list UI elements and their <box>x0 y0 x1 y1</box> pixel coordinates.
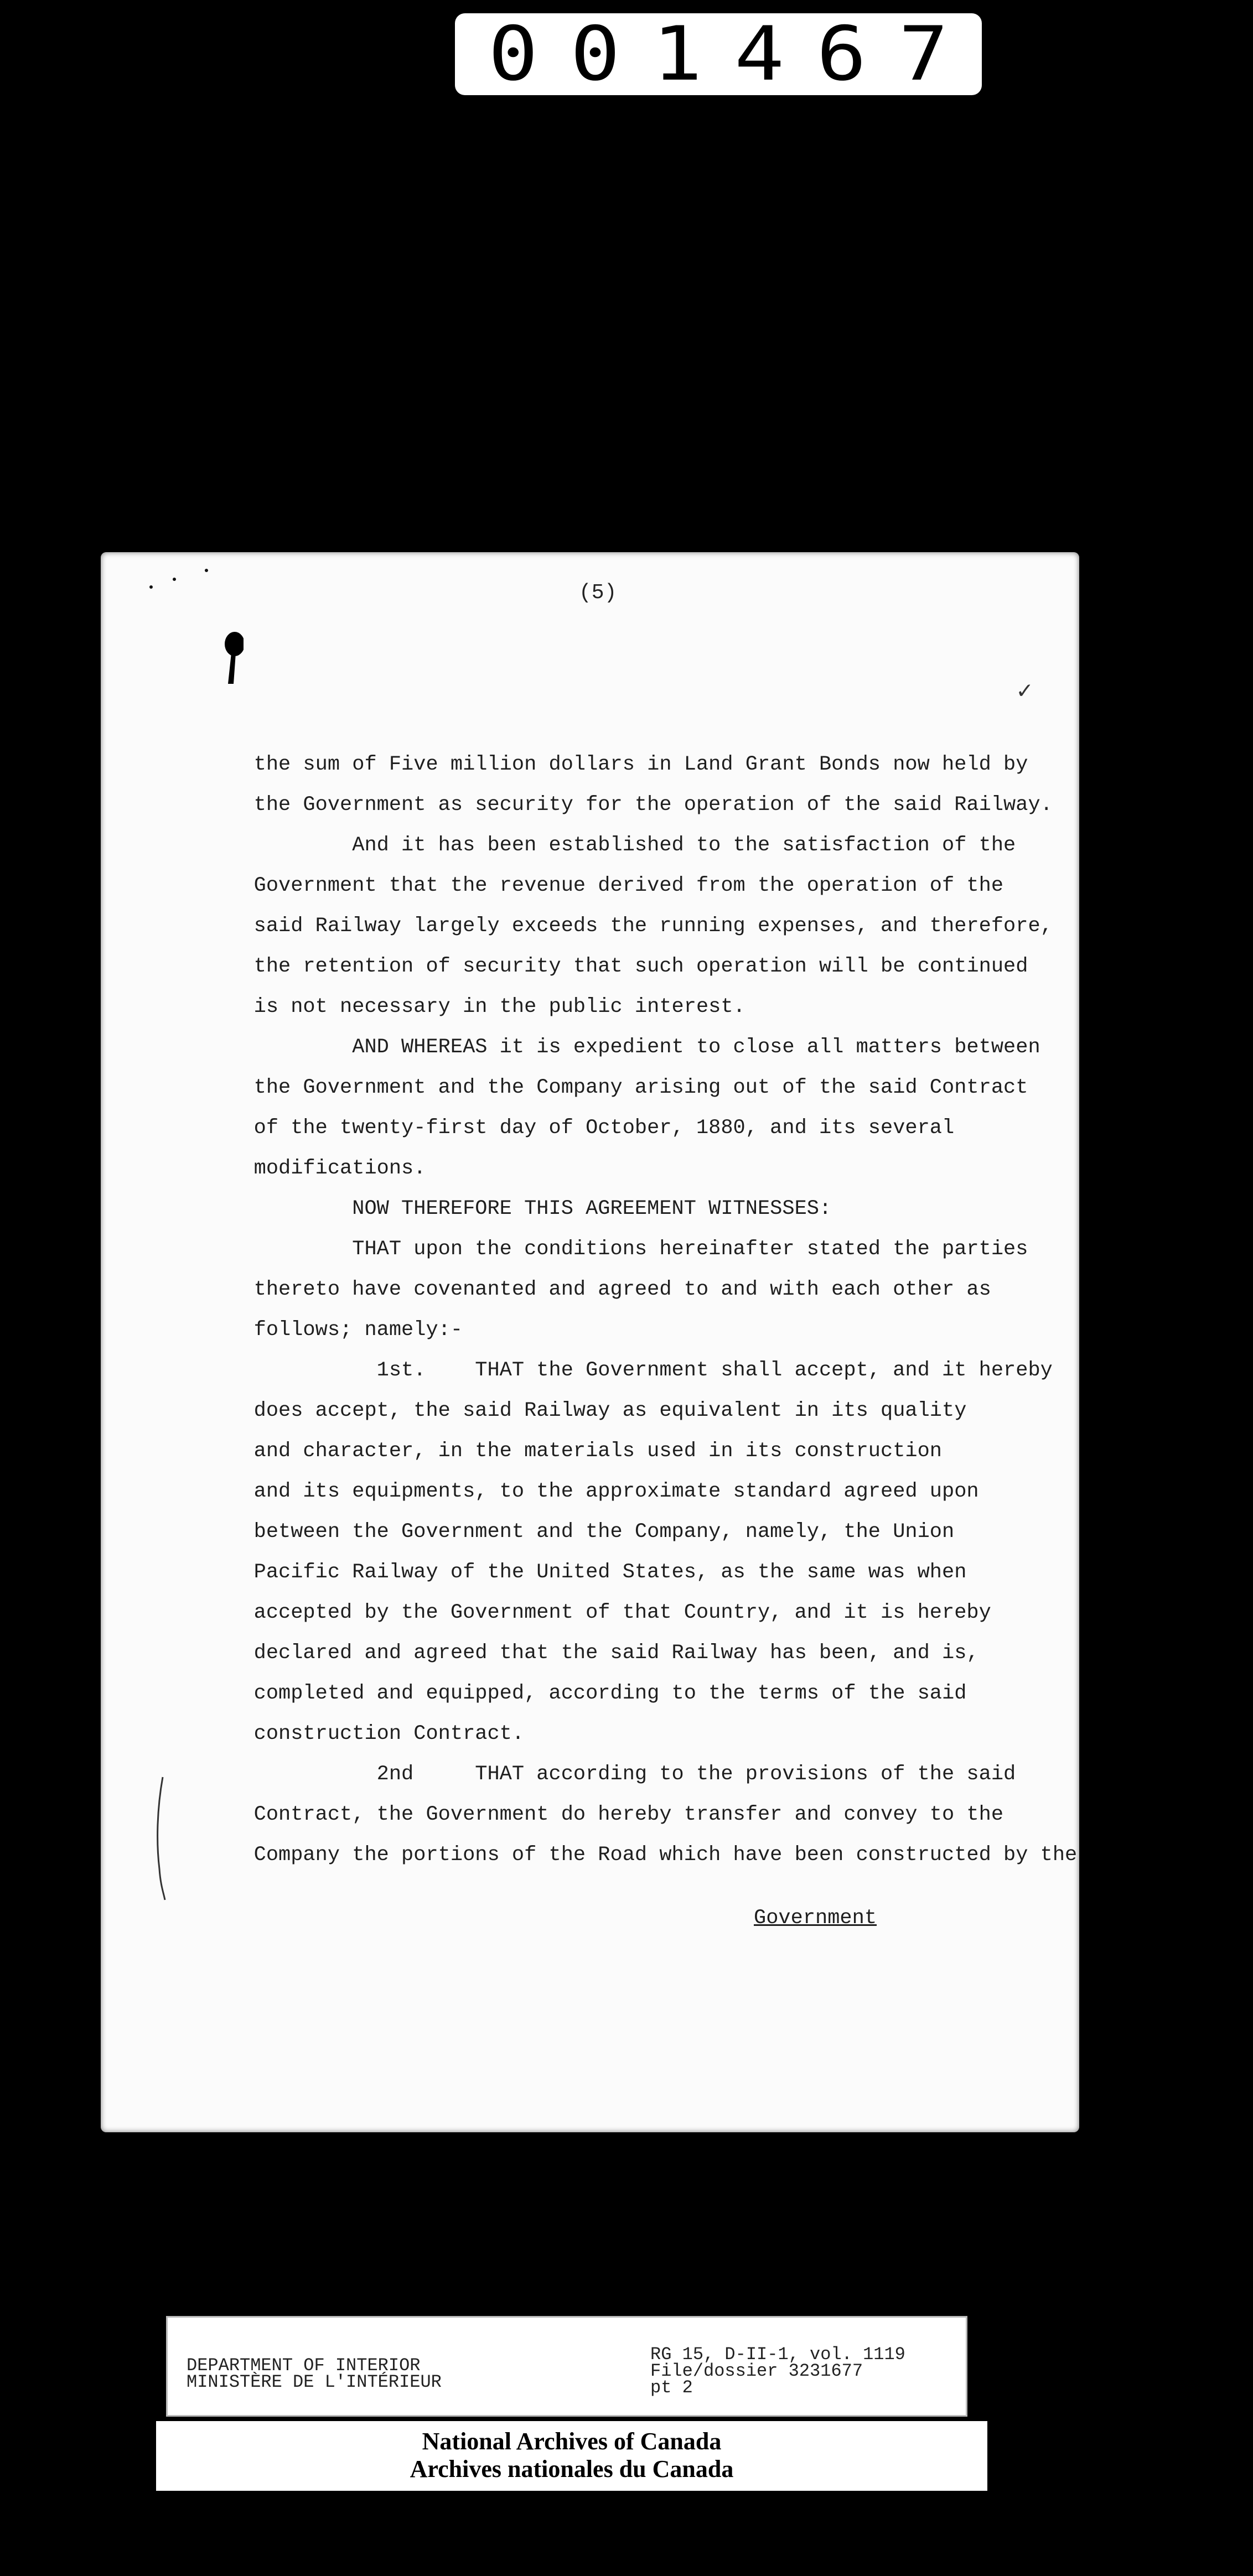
text-line: between the Government and the Company, namely, the Union <box>217 1520 955 1544</box>
text-line: is not necessary in the public interest. <box>217 995 745 1019</box>
text-line: construction Contract. <box>217 1722 525 1746</box>
text-line: of the twenty-first day of October, 1880, and its several <box>217 1116 955 1140</box>
text-line: does accept, the said Railway as equivalent in its quality <box>217 1399 967 1422</box>
text-line: THAT upon the conditions hereinafter stated the parties <box>217 1238 1028 1261</box>
archives-english: National Archives of Canada <box>422 2428 722 2455</box>
text-line: the Government and the Company arising out of the said Contract <box>217 1076 1028 1099</box>
ink-speck <box>205 569 208 572</box>
ink-speck <box>149 585 153 589</box>
text-line: thereto have covenanted and agreed to and with each other as <box>217 1278 991 1301</box>
margin-pencil-mark <box>153 1775 169 1902</box>
catchword: Government <box>754 1907 877 1930</box>
file-reference <box>650 2346 905 2396</box>
text-line: the retention of security that such operation will be continued <box>217 955 1028 978</box>
record-group: RG 15, D-II-1, vol. 1119 <box>650 2344 905 2365</box>
part-number: pt 2 <box>650 2377 693 2398</box>
archives-credit <box>156 2421 987 2491</box>
text-line: AND WHEREAS it is expedient to close all matters between <box>217 1036 1040 1059</box>
department-english: DEPARTMENT OF INTERIOR <box>187 2355 421 2376</box>
department-label <box>187 2357 442 2391</box>
text-line: Contract, the Government do hereby transfer and convey to the <box>217 1803 1004 1826</box>
text-line: Pacific Railway of the United States, as the same was when <box>217 1561 967 1584</box>
archive-reference-label <box>166 2316 967 2417</box>
frame-number-label <box>455 11 982 98</box>
text-line: the Government as security for the operation of the said Railway. <box>217 793 1053 817</box>
text-line: and its equipments, to the approximate standard agreed upon <box>217 1480 979 1503</box>
document-page <box>101 552 1079 2132</box>
ink-speck <box>173 578 176 581</box>
text-line: NOW THEREFORE THIS AGREEMENT WITNESSES: <box>217 1197 832 1221</box>
text-line: modifications. <box>217 1157 426 1180</box>
archives-french: Archives nationales du Canada <box>410 2455 734 2482</box>
text-line: Company the portions of the Road which have been constructed by the <box>217 1843 1078 1867</box>
text-line: And it has been established to the satisfaction of the <box>217 834 1016 857</box>
text-line: completed and equipped, according to the terms of the said <box>217 1682 967 1705</box>
punch-hole-icon <box>221 631 244 686</box>
text-line: said Railway largely exceeds the running expenses, and therefore, <box>217 915 1053 938</box>
text-line: Government that the revenue derived from the operation of the <box>217 874 1004 897</box>
file-number: File/dossier 3231677 <box>650 2361 863 2381</box>
text-line: 1st. THAT the Government shall accept, and it hereby <box>217 1359 1053 1382</box>
text-line: declared and agreed that the said Railway has been, and is, <box>217 1642 979 1665</box>
text-line: the sum of Five million dollars in Land Grant Bonds now held by <box>217 753 1028 776</box>
text-line: follows; namely:- <box>217 1318 463 1342</box>
department-french: MINISTÈRE DE L'INTÉRIEUR <box>187 2372 442 2392</box>
text-line: 2nd THAT according to the provisions of the said <box>217 1763 1016 1786</box>
check-mark-icon: ✓ <box>1017 678 1032 706</box>
text-line: accepted by the Government of that Country, and it is hereby <box>217 1601 991 1624</box>
text-line: and character, in the materials used in its construction <box>217 1440 943 1463</box>
document-body <box>217 745 1078 1876</box>
frame-number-text: 001467 <box>488 11 981 98</box>
page-number: (5) <box>579 581 617 605</box>
